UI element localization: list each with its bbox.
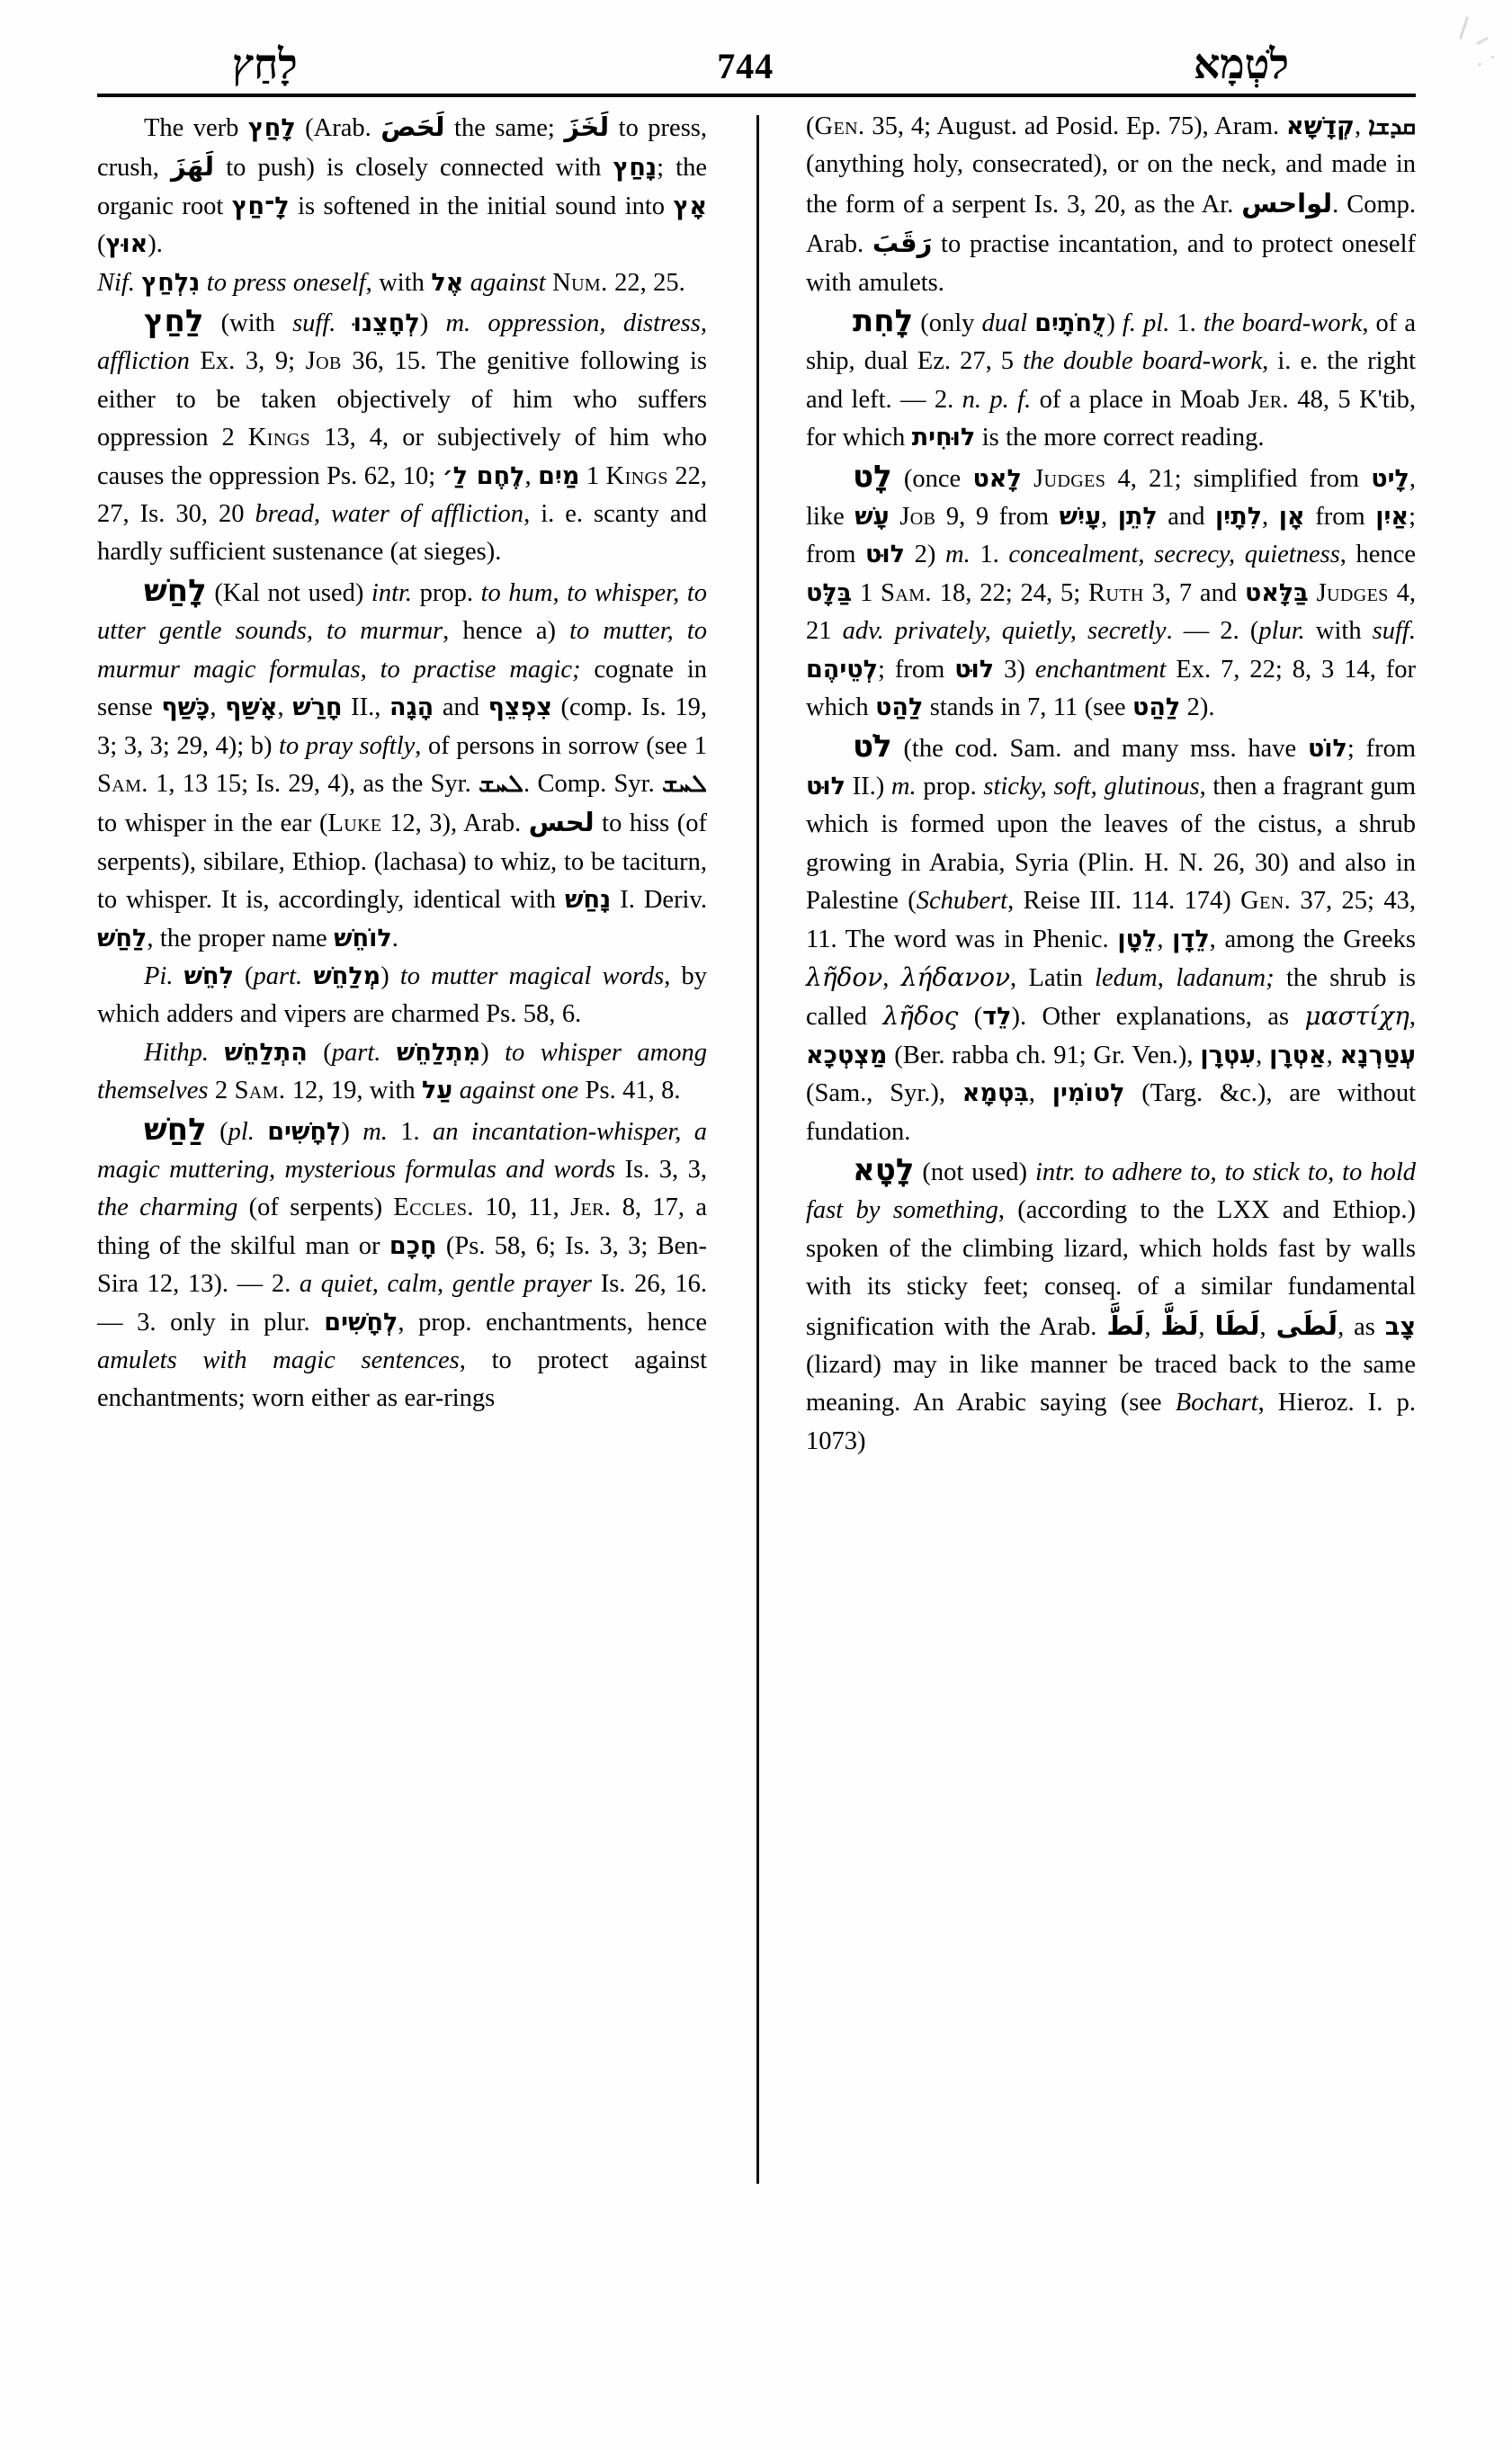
header-rule — [97, 94, 1416, 97]
hebrew-word: לָאט — [972, 464, 1022, 493]
hebrew-word: לָחַץ — [247, 114, 296, 142]
scripture-reference: Jer. — [1248, 385, 1290, 414]
scripture-reference: Ruth — [1088, 578, 1144, 607]
italic-gloss: to whisper among themselves — [97, 1038, 708, 1105]
lemma-headword: לֹט — [853, 728, 892, 765]
hebrew-word: לוֹחֵשׁ — [334, 924, 392, 952]
italic-gloss: concealment, secrecy, quietness — [1008, 541, 1340, 569]
scripture-reference: Gen. — [1240, 887, 1292, 916]
hebrew-word: מַצְטְכָא — [806, 1041, 888, 1069]
scripture-reference: Judges — [1033, 464, 1106, 493]
hebrew-word: לִתָיִן — [1215, 503, 1263, 532]
entry-paragraph: Nif. נִלְחַץ to press oneself, with אֶל against Num. 22, 25. — [97, 268, 685, 297]
entry-paragraph: לָחִת (only dual לֻחֹתָיִם) f. pl. 1. the board-work, of a ship, dual Ez. 27, 5 the double board-work, i. e. the right and left. — 2. n. p. f. of a place in Moab Jer. 48, 5 K'tib, for which לוּחִית is the more correct reading. — [806, 303, 1416, 452]
lemma-headword: לָטָא — [853, 1151, 915, 1188]
scripture-reference: Job — [899, 503, 936, 532]
running-head-right-hebrew: לֹטְמָא — [1193, 41, 1289, 87]
hebrew-word: אוּץ — [105, 230, 148, 259]
italic-gloss: sticky, soft, glutinous — [983, 772, 1200, 800]
scripture-reference: Sam. — [234, 1077, 286, 1105]
italic-gloss: intr. to adhere to, to stick to, to hold fast by something — [806, 1158, 1416, 1225]
italic-gloss: intr. — [371, 578, 413, 607]
italic-gloss: adv. privately, quietly, secretly — [842, 617, 1167, 646]
scripture-reference: Job — [305, 347, 342, 376]
italic-gloss: enchantment — [1034, 655, 1176, 684]
greek-word: λήδανον — [900, 961, 1010, 992]
hebrew-word: לֵד — [982, 1003, 1012, 1032]
hebrew-word: לוֹט — [1307, 734, 1347, 763]
scan-artifact — [1478, 63, 1481, 66]
scan-artifact — [1476, 37, 1489, 45]
hebrew-word: בַּלָּט — [806, 578, 853, 607]
italic-gloss: the double board-work — [1023, 347, 1263, 376]
hebrew-word: לְחָשִׁים — [324, 1308, 398, 1337]
syriac-word: ܠܚܫ — [662, 769, 707, 798]
running-head — [97, 31, 1415, 86]
arabic-word: رَقَبَ — [872, 228, 933, 259]
greek-word: λῆδος — [882, 1001, 959, 1032]
hebrew-word: לְטֵיהֶם — [806, 655, 878, 684]
italic-gloss: m. oppression, distress, affliction — [97, 309, 707, 376]
italic-gloss: Hithp. — [144, 1038, 225, 1067]
italic-gloss: an incantation-whisper, a magic muttering, mysterious formulas and words — [97, 1117, 708, 1184]
scripture-reference: Eccles. — [393, 1194, 474, 1222]
italic-gloss: part. — [253, 961, 303, 990]
italic-gloss: to press oneself — [200, 268, 366, 297]
italic-gloss: dual — [981, 309, 1035, 338]
column-divider — [756, 115, 759, 2184]
hebrew-word: לֶחֶם לַ׳ — [442, 461, 525, 490]
italic-gloss: m. — [945, 541, 971, 569]
hebrew-word: לִתֵן — [1117, 503, 1158, 532]
scripture-reference: Kings — [247, 424, 311, 452]
italic-gloss: against one — [452, 1077, 586, 1105]
hebrew-word: לְחָצֵנוּ — [353, 309, 420, 338]
hebrew-word: לוּט — [865, 541, 905, 569]
italic-gloss: amulets with magic sentences — [97, 1346, 460, 1374]
scripture-reference: Sam. — [881, 578, 932, 607]
italic-gloss: pl. — [228, 1117, 255, 1146]
italic-gloss: f. pl. — [1122, 309, 1170, 338]
hebrew-word: לָיט — [1371, 464, 1409, 493]
arabic-word: لَطَّ — [1106, 1310, 1145, 1341]
hebrew-word: אַיִן — [1375, 503, 1409, 532]
lemma-headword: לָחִת — [853, 303, 914, 340]
hebrew-word: לְטוֹמִין — [1051, 1079, 1125, 1108]
italic-gloss: part. — [331, 1038, 381, 1067]
italic-gloss: suff. — [1372, 617, 1416, 646]
hebrew-word: אָץ — [673, 192, 707, 220]
arabic-word: لَحَصَ — [380, 112, 445, 142]
hebrew-word: נָחַשׁ — [564, 886, 612, 915]
entry-paragraph: לַחַץ (with suff. לְחָצֵנוּ) m. oppression, distress, affliction Ex. 3, 9; Job 36, 15. The genitive following is either to be taken objectively of him who suffers oppression 2 Kings 13, 4, or subjectively of him who causes the oppression Ps. 62, 10; לֶחֶם לַ׳, מַיִם 1 Kings 22, 27, Is. 30, 20 bread, water of affliction, i. e. scanty and hardly sufficient sustenance (at sieges). — [97, 303, 707, 567]
entry-paragraph: The verb לָחַץ (Arab. لَحَصَ the same; لَخَزَ to press, crush, لَهَزَ to push) is closely connected with נָחַץ; the organic root לָ־חַץ is softened in the initial sound into אָץ (אוּץ). — [97, 112, 707, 259]
scan-artifact — [1491, 56, 1494, 58]
greek-word: λῆδον — [806, 961, 883, 992]
hebrew-word: קְדָשָׁא — [1286, 112, 1355, 140]
lemma-headword: לָחַשׁ — [144, 572, 207, 609]
scripture-reference: Luke — [327, 809, 382, 838]
scan-artifact — [1459, 16, 1469, 40]
scripture-reference: Judges — [1316, 578, 1389, 607]
italic-gloss: m. — [890, 772, 917, 800]
italic-gloss: to whisper, to utter gentle sounds, to murmur — [97, 578, 707, 646]
italic-gloss: suff. — [292, 309, 336, 338]
hebrew-word: הִתְלַחֵשׁ — [224, 1038, 308, 1067]
hebrew-word: נִלְחַץ — [141, 268, 201, 297]
syriac-word: ܠܚܫ — [479, 769, 524, 798]
hebrew-word: לוּט — [806, 772, 845, 800]
italic-gloss: bread, water of affliction — [255, 500, 524, 529]
hebrew-word: לְחָשִׁים — [267, 1117, 342, 1146]
italic-gloss: to mutter magical words — [399, 961, 665, 990]
entry-paragraph: (Gen. 35, 4; August. ad Posid. Ep. 75), Aram. קְדָשָׁא, ܩܕܫܐ (anything holy, consecrated), or on the neck, and made in the form of a serpent Is. 3, 20, as the Ar. لواحس. Comp. Arab. رَقَبَ to practise incantation, and to protect oneself with amulets. — [806, 112, 1416, 297]
entry-paragraph: לָטָא (not used) intr. to adhere to, to stick to, to hold fast by something, (according to the LXX and Ethiop.) spoken of the climbing lizard, which holds fast by walls with its sticky feet; conseq. of a similar fundamental signification with the Arab. لَطَّ, لَظَّ, لَطَا, لَطَى, as צָב (lizard) may in like manner be traced back to the same meaning. An Arabic saying (see Bochart, Hieroz. I. p. 1073) — [806, 1151, 1416, 1455]
hebrew-word: אֶל — [431, 268, 464, 297]
hebrew-word: הָגָה — [389, 693, 434, 722]
italic-gloss: the board-work — [1203, 309, 1363, 338]
italic-gloss: ledum — [1095, 963, 1158, 992]
arabic-word: لَخَزَ — [564, 112, 610, 142]
hebrew-word: עַל — [422, 1077, 453, 1105]
italic-gloss: Nif. — [97, 268, 142, 297]
arabic-word: لَهَزَ — [171, 151, 215, 183]
running-head-left-hebrew: לָחַץ — [232, 41, 298, 87]
hebrew-word: בִּטְמָא — [962, 1079, 1029, 1108]
italic-gloss: to hum — [480, 578, 553, 607]
hebrew-word: צִפְצֵף — [488, 693, 552, 722]
entry-paragraph: Hithp. הִתְלַחֵשׁ (part. מִתְלַחֵשׁ) to whisper among themselves 2 Sam. 12, 19, with עַל against one Ps. 41, 8. — [97, 1038, 708, 1105]
entry-paragraph: Pi. לִחֵשׁ (part. מְלַחֵשׁ) to mutter magical words, by which adders and vipers are charmed Ps. 58, 6. — [97, 961, 707, 1029]
hebrew-word: לָ־חַץ — [231, 192, 290, 220]
italic-gloss: plur. — [1258, 617, 1305, 646]
arabic-word: لَظَّ — [1160, 1310, 1199, 1341]
hebrew-word: עָיִשׁ — [1059, 503, 1102, 532]
lemma-headword: לַחַשׁ — [144, 1111, 207, 1148]
hebrew-word: מִתְלַחֵשׁ — [396, 1038, 481, 1067]
hebrew-word: חָרַשׁ — [292, 693, 343, 722]
hebrew-word: עְטַרְנָא — [1339, 1041, 1416, 1069]
arabic-word: لَطَى — [1275, 1310, 1338, 1341]
hebrew-word: לֵטָן — [1117, 925, 1158, 953]
hebrew-word: צָב — [1384, 1312, 1416, 1341]
scripture-reference: Jer. — [570, 1194, 612, 1222]
italic-gloss: against — [463, 268, 553, 297]
hebrew-word: לוּט — [954, 655, 995, 684]
lemma-headword: לַחַץ — [144, 303, 204, 340]
hebrew-word: לֵדָן — [1172, 925, 1210, 953]
hebrew-word: אָשַׁף — [225, 693, 278, 722]
italic-gloss: the charming — [97, 1194, 249, 1222]
hebrew-word: חָכָם — [389, 1231, 437, 1260]
hebrew-word: לִחֵשׁ — [183, 961, 234, 990]
italic-gloss: ladanum; — [1176, 963, 1275, 992]
scripture-reference: Num. — [552, 268, 608, 297]
hebrew-word: מַיִם — [538, 461, 580, 490]
hebrew-word: לַהַט — [875, 693, 924, 722]
italic-gloss: Bochart — [1175, 1389, 1258, 1417]
hebrew-word: נָחַץ — [613, 154, 658, 183]
hebrew-word: אַטְרָן — [1269, 1041, 1327, 1069]
syriac-word: ܩܕܫܐ — [1367, 112, 1416, 140]
italic-gloss: Pi. — [144, 961, 184, 990]
scripture-reference: Sam. — [97, 769, 148, 798]
lemma-headword: לָט — [853, 458, 892, 495]
italic-gloss: to mutter, to murmur magic formulas, to practise magic; — [97, 617, 708, 684]
scripture-reference: Kings — [605, 461, 668, 490]
hebrew-word: עָשׁ — [854, 503, 890, 532]
hebrew-word: אָן — [1278, 503, 1305, 532]
column-right — [806, 108, 1416, 2231]
hebrew-word: לוּחִית — [911, 424, 976, 452]
entry-paragraph: לָט (once לָאט Judges 4, 21; simplified from לָיט, like עָשׁ Job 9, 9 from עָיִשׁ, לִתֵן and לִתָיִן, אָן from אַיִן; from לוּט 2) m. 1. concealment, secrecy, quietness, hence בַּלָּט 1 Sam. 18, 22; 24, 5; Ruth 3, 7 and בַּלָּאט Judges 4, 21 adv. privately, quietly, secretly. — 2. (plur. with suff. לְטֵיהֶם; from לוּט 3) enchantment Ex. 7, 22; 8, 3 14, for which לַהַט stands in 7, 11 (see לַהַט 2). — [806, 458, 1417, 722]
hebrew-word: לַחַשׁ — [97, 924, 148, 952]
hebrew-word: מְלַחֵשׁ — [313, 961, 381, 990]
hebrew-word: כָּשַׁף — [161, 693, 210, 722]
hebrew-word: לַהַט — [1132, 693, 1181, 722]
page-number: 744 — [717, 46, 774, 86]
entry-paragraph: לַחַשׁ (pl. לְחָשִׁים) m. 1. an incantation-whisper, a magic muttering, mysterious formulas and words Is. 3, 3, the charming (of serpents) Eccles. 10, 11, Jer. 8, 17, a thing of the skilful man or חָכָם (Ps. 58, 6; Is. 3, 3; Ben-Sira 12, 13). — 2. a quiet, calm, gentle prayer Is. 26, 16. — 3. only in plur. לְחָשִׁים, prop. enchantments, hence amulets with magic sentences, to protect against enchantments; worn either as ear-rings — [97, 1111, 708, 1413]
arabic-word: لواحس — [1241, 187, 1333, 219]
entry-paragraph: לֹט (the cod. Sam. and many mss. have לוֹט; from לוּט II.) m. prop. sticky, soft, glutinous, then a fragrant gum which is formed upon the leaves of the cistus, a shrub growing in Arabia, Syria (Plin. H. N. 26, 30) and also in Palestine (Schubert, Reise III. 114. 174) Gen. 37, 25; 43, 11. The word was in Phenic. לֵטָן, לֵדָן, among the Greeks λῆδον, λήδανον, Latin ledum, ladanum; the shrub is called λῆδος (לֵד). Other explanations, as μαστίχη, מַצְטְכָא (Ber. rabba ch. 91; Gr. Ven.), עִטְרָן, אַטְרָן, עְטַרְנָא (Sam., Syr.), בִּטְמָא, לְטוֹמִין (Targ. &c.), are without fundation. — [806, 728, 1417, 1146]
arabic-word: لحس — [528, 807, 595, 838]
italic-gloss: m. — [362, 1117, 388, 1146]
italic-gloss: a quiet, calm, gentle prayer — [299, 1270, 601, 1299]
greek-word: μαστίχη — [1304, 1001, 1409, 1032]
hebrew-word: בַּלָּאט — [1244, 578, 1309, 607]
text-body — [97, 108, 1416, 2231]
italic-gloss: n. p. f. — [962, 385, 1032, 414]
italic-gloss: to pray softly — [279, 731, 416, 760]
scripture-reference: Gen. — [814, 112, 865, 140]
hebrew-word: עִטְרָן — [1200, 1041, 1257, 1069]
arabic-word: لَطَا — [1214, 1310, 1260, 1341]
entry-paragraph: לָחַשׁ (Kal not used) intr. prop. to hum, to whisper, to utter gentle sounds, to murmur, hence a) to mutter, to murmur magic formulas, to practise magic; cognate in sense כָּשַׁף, אָשַׁף, חָרַשׁ II., הָגָה and צִפְצֵף (comp. Is. 19, 3; 3, 3; 29, 4); b) to pray softly, of persons in sorrow (see 1 Sam. 1, 13 15; Is. 29, 4), as the Syr. ܠܚܫ. Comp. Syr. ܠܚܫ to whisper in the ear (Luke 12, 3), Arab. لحس to hiss (of serpents), sibilare, Ethiop. (lachasa) to whiz, to be taciturn, to whisper. It is, accordingly, identical with נָחַשׁ I. Deriv. לַחַשׁ, the proper name לוֹחֵשׁ. — [97, 572, 708, 952]
hebrew-word: לֻחֹתָיִם — [1034, 309, 1107, 338]
column-left — [97, 108, 707, 2231]
italic-gloss: Schubert — [916, 887, 1008, 916]
